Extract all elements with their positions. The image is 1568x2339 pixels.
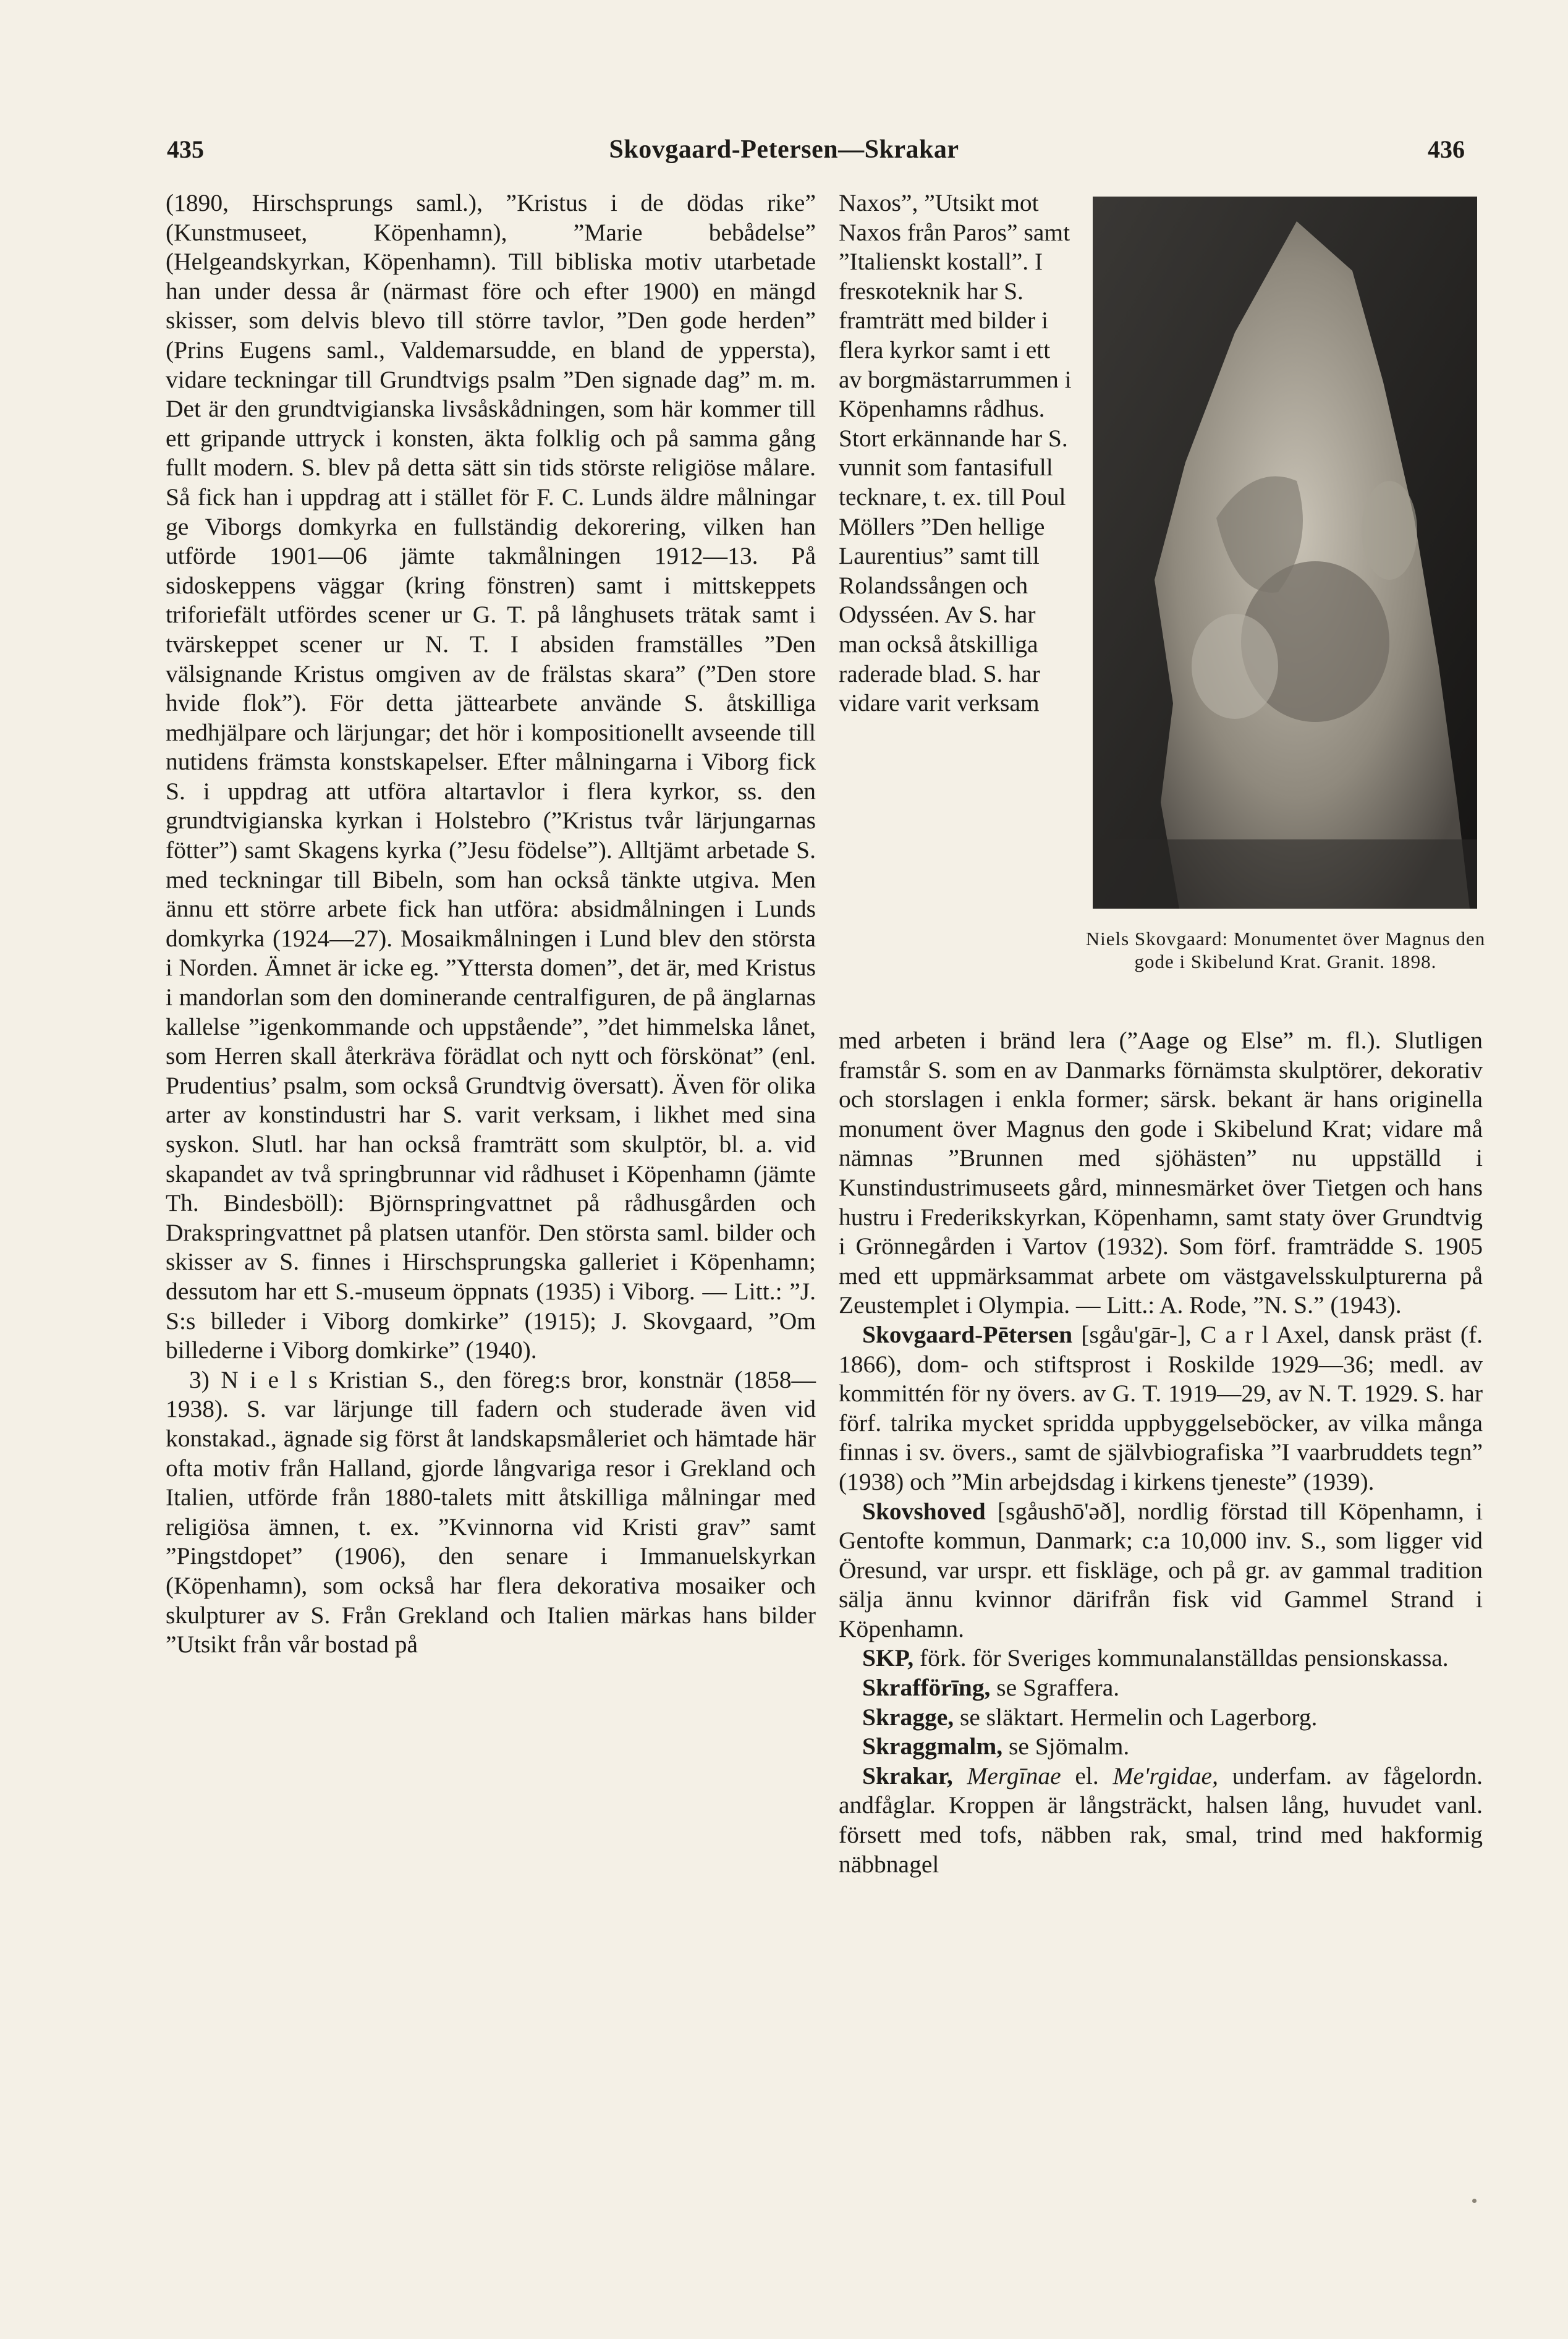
entry-headword: Skraggmalm, xyxy=(862,1733,1003,1760)
entry-text: se Sgraffera. xyxy=(990,1674,1120,1702)
monument-photo xyxy=(1093,197,1477,909)
figure-caption: Niels Skovgaard: Monumentet över Magnus den gode i Skibelund Krat. Granit. 1898. xyxy=(1085,928,1486,972)
page-number-right: 436 xyxy=(1428,135,1465,163)
entry-headword: Skrafförīng, xyxy=(862,1674,991,1702)
latin-name: Mergīnae xyxy=(967,1762,1061,1789)
entry-headword: Skovshoved xyxy=(862,1497,986,1525)
entry-text: se Sjömalm. xyxy=(1002,1733,1130,1760)
middle-column xyxy=(839,189,1077,718)
entry-skragge xyxy=(839,1703,1483,1733)
entry-headword: Skragge, xyxy=(862,1703,954,1731)
entry-skrakar xyxy=(839,1762,1483,1879)
entry-headword: Skovgaard-Pētersen xyxy=(862,1320,1073,1348)
entry-headword: Skrakar, xyxy=(862,1762,953,1789)
rune-stone-image xyxy=(1093,197,1477,909)
running-head: Skovgaard-Petersen—Skrakar xyxy=(609,135,959,164)
article-paragraph: (1890, Hirschsprungs saml.), ”Kristus i de dödas rike” (Kunstmuseet, Köpenhamn), ”Marie bebådelse” (Helgeandskyrkan, Köpenhamn). Till bibliska motiv utarbetade han under dessa år (närmast före och efter 1900) en mängd skisser, som delvis blevo till större tavlor, ”Den gode herden” (Prins Eugens saml., Valdemarsudde, en bland de yppersta), vidare teckningar till Grundtvigs psalm ”Den signade dag” m. m. Det är den grundtvigianska livsåskådningen, som här kommer till ett gripande uttryck i konsten, äkta folklig och på samma gång fullt modern. S. blev på detta sätt sin tids störste religiöse målare. Så fick han i uppdrag att i stället för F. C. Lunds äldre målningar ge Viborgs domkyrka en fullständig dekorering, vilken han utförde 1901—06 jämte takmålningen 1912—13. På sidoskeppens väggar (kring fönstren) samt i mittskeppets triforiefält utfördes scener ur G. T. på långhusets trätak samt i tvärskeppet scener ur N. T. I absiden framställes ”Den välsignande Kristus omgiven av de frälstas skara” (”Den store hvide flok”). För detta jättearbete använde S. åtskilliga medhjälpare och lärjungar; det hör i kompositionellt avseende till nutidens främsta konstskapelser. Efter målningarna i Viborg fick S. i uppdrag att utföra altartavlor i flera kyrkor, ss. den grundtvigianska kyrkan i Holstebro (”Kristus tvår lärjungarnas fötter”) samt Skagens kyrka (”Jesu födelse”). Alltjämt arbetade S. med teckningar till Bibeln, som han också tänkte utgiva. Men ännu ett större arbete fick han utföra: absidmålningen i Lunds domkyrka (1924—27). Mosaikmålningen i Lund blev den största i Norden. Ämnet är icke eg. ”Yttersta domen”, det är, med Kristus i mandorlan som den dominerande centralfiguren, de på änglarnas kallelse ”igenkommande och uppstående”, ”det himmelska lånet, som Herren skall återkräva förädlat och nytt och förskönat” (enl. Prudentius’ psalm, som också Grundtvig översatt). Även för olika arter av konstindustri har S. varit verksam, i likhet med sina syskon. Slutl. har han också framträtt som skulptör, bl. a. vid skapandet av två springbrunnar vid rådhuset i Köpenhamn (jämte Th. Bindesböll): Björnspringvattnet på rådhusgården och Drakspringvattnet på platsen utanför. Den största saml. bilder och skisser av S. finnes i Hirschsprungska galleriet i Köpenhamn; dessutom har ett S.-museum öppnats (1935) i Viborg. — Litt.: ”J. S:s billeder i Viborg domkirke” (1915); J. Skovgaard, ”Om billederne i Viborg domkirke” (1940). xyxy=(166,189,816,1364)
entry-headword: SKP, xyxy=(862,1644,914,1672)
entry-text: förk. för Sveriges kommunalanställdas pensionskassa. xyxy=(913,1644,1449,1672)
left-column xyxy=(166,189,816,1660)
entry-skraffering xyxy=(839,1673,1483,1703)
page-number-left: 435 xyxy=(167,135,204,163)
entry-text: se släktart. Hermelin och Lagerborg. xyxy=(954,1703,1318,1731)
right-column xyxy=(839,1026,1483,1879)
entry-text: el. xyxy=(1061,1762,1113,1789)
entry-text: underfam. av fågelordn. andfåglar. Kroppen är långsträckt, halsen lång, huvudet vanl. försett med tofs, näbben rak, smal, trind med hakformig näbbnagel xyxy=(839,1762,1483,1878)
speck xyxy=(1472,2199,1477,2203)
entry-skp xyxy=(839,1644,1483,1673)
article-paragraph: 3) N i e l s Kristian S., den föreg:s bror, konstnär (1858—1938). S. var lärjunge till fadern och studerade även vid konstakad., ägnade sig först åt landskapsmåleriet och hämtade här ofta motiv från Halland, gjorde långvariga resor i Grekland och Italien, utförde från 1880-talets mitt åtskilliga målningar med religiösa ämnen, t. ex. ”Kvinnorna vid Kristi grav” samt ”Pingstdopet” (1906), den senare i Immanuelskyrkan (Köpenhamn), som också har flera dekorativa mosaiker och skulpturer av S. Från Grekland och Italien märkas hans bilder ”Utsikt från vår bostad på xyxy=(166,1365,816,1658)
latin-name: Me'rgidae, xyxy=(1112,1762,1218,1789)
entry-text: [sgåushō'əð], nordlig förstad till Köpenhamn, i Gentofte kommun, Danmark; c:a 10,000 inv. S., som ligger vid Öresund, var urspr. ett fiskläge, och på gr. av gammal tradition sälja ännu kvinnor därifrån fisk vid Gammel Strand i Köpenhamn. xyxy=(839,1497,1483,1642)
entry-skovshoved xyxy=(839,1497,1483,1644)
entry-text: [sgåu'gār-], C a r l Axel, dansk präst (f. 1866), dom- och stiftsprost i Roskilde 1929—36; medl. av kommittén för ny övers. av G. T. 1919—29, av N. T. 1929. S. har förf. talrika mycket spridda uppbyggelseböcker, av vilka många finnas i sv. övers., samt de självbiografiska ”I vaarbruddets tegn” (1938) och ”Min arbejdsdag i kirkens tjeneste” (1939). xyxy=(839,1320,1483,1495)
article-paragraph: med arbeten i bränd lera (”Aage og Else” m. fl.). Slutligen framstår S. som en av Danmarks förnämsta skulptörer, dekorativ och storslagen i enkla former; särsk. bekant är hans originella monument över Magnus den gode i Skibelund Krat; vidare må nämnas ”Brunnen med sjöhästen” nu uppställd i Kunstindustrimuseets gård, minnesmärket över Tietgen och hans hustru i Frederikskyrkan, Köpenhamn, samt staty över Grundtvig i Grönnegården i Vartov (1932). Som förf. framträdde S. 1905 med ett uppmärksammat arbete om västgavelsskulpturerna på Zeustemplet i Olympia. — Litt.: A. Rode, ”N. S.” (1943). xyxy=(839,1027,1483,1319)
entry-skovgaard-petersen xyxy=(839,1320,1483,1497)
entry-skraggmalm xyxy=(839,1732,1483,1762)
article-paragraph: Naxos”, ”Utsikt mot Naxos från Paros” samt ”Italienskt kostall”. I fresкoteknik har S. framträtt med bilder i flera kyrkor samt i ett av borgmästarrummen i Köpenhamns rådhus. Stort erkännande har S. vunnit som fantasifull tecknare, t. ex. till Poul Möllers ”Den hellige Laurentius” samt till Rolandssången och Odysséen. Av S. har man också åtskilliga raderade blad. S. har vidare varit verksam xyxy=(839,189,1072,717)
